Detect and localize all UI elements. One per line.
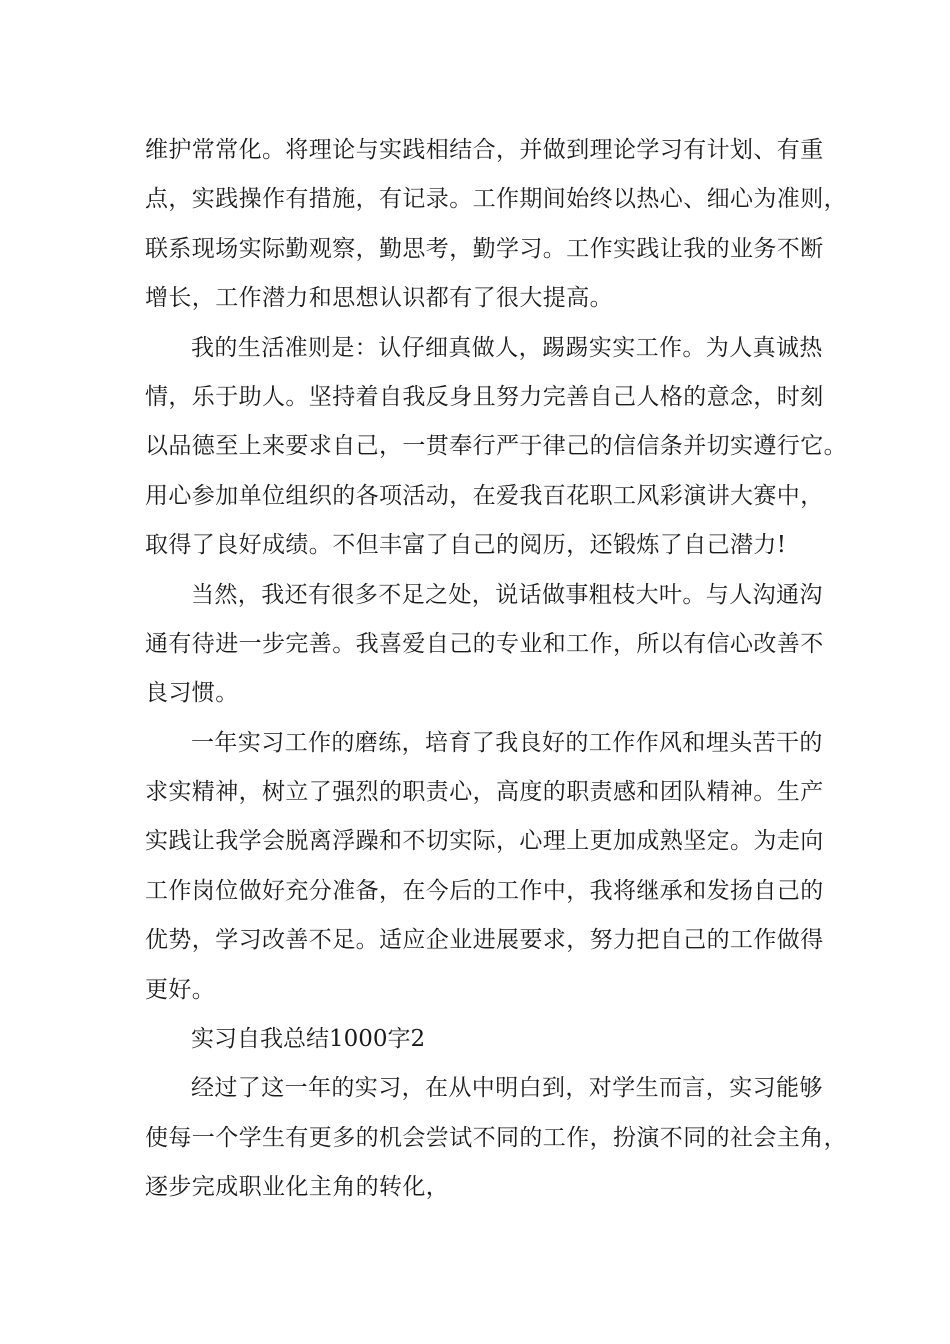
text-line: 情，乐于助人。坚持着自我反身且努力完善自己人格的意念，时刻 [145, 383, 824, 410]
text-line: 使每一个学生有更多的机会尝试不同的工作，扮演不同的社会主角， [145, 1124, 847, 1151]
section-heading: 实习自我总结1000字2 [191, 1026, 426, 1053]
paragraph-first-line: 当然，我还有很多不足之处，说话做事粗枝大叶。与人沟通沟 [191, 581, 823, 608]
paragraph-first-line: 经过了这一年的实习，在从中明白到，对学生而言，实习能够 [191, 1075, 823, 1102]
text-line: 逐步完成职业化主角的转化， [145, 1174, 450, 1201]
text-line: 增长，工作潜力和思想认识都有了很大提高。 [145, 285, 613, 312]
text-line: 点，实践操作有措施，有记录。工作期间始终以热心、细心为准则， [145, 186, 847, 213]
text-line: 更好。 [145, 976, 216, 1003]
text-line: 联系现场实际勤观察，勤思考，勤学习。工作实践让我的业务不断 [145, 235, 824, 262]
text-line: 实践让我学会脱离浮躁和不切实际，心理上更加成熟坚定。为走向 [145, 828, 824, 855]
document-body [145, 126, 847, 1213]
text-line: 求实精神，树立了强烈的职责心，高度的职责感和团队精神。生产 [145, 779, 824, 806]
text-line: 以品德至上来要求自己，一贯奉行严于律己的信信条并切实遵行它。 [145, 433, 847, 460]
text-line: 优势，学习改善不足。适应企业进展要求，努力把自己的工作做得 [145, 927, 824, 954]
text-line: 取得了良好成绩。不但丰富了自己的阅历，还锻炼了自己潜力! [145, 532, 787, 559]
paragraph-first-line: 一年实习工作的磨练，培育了我良好的工作作风和埋头苦干的 [191, 729, 823, 756]
text-line: 工作岗位做好充分准备，在今后的工作中，我将继承和发扬自己的 [145, 877, 824, 904]
paragraph-first-line: 我的生活准则是：认仔细真做人，踢踢实实工作。为人真诚热 [191, 334, 823, 361]
text-line: 通有待进一步完善。我喜爱自己的专业和工作，所以有信心改善不 [145, 630, 824, 657]
text-line: 良习惯。 [145, 680, 239, 707]
text-line: 维护常常化。将理论与实践相结合，并做到理论学习有计划、有重 [145, 137, 824, 163]
text-line: 用心参加单位组织的各项活动，在爱我百花职工风彩演讲大赛中， [145, 482, 824, 509]
